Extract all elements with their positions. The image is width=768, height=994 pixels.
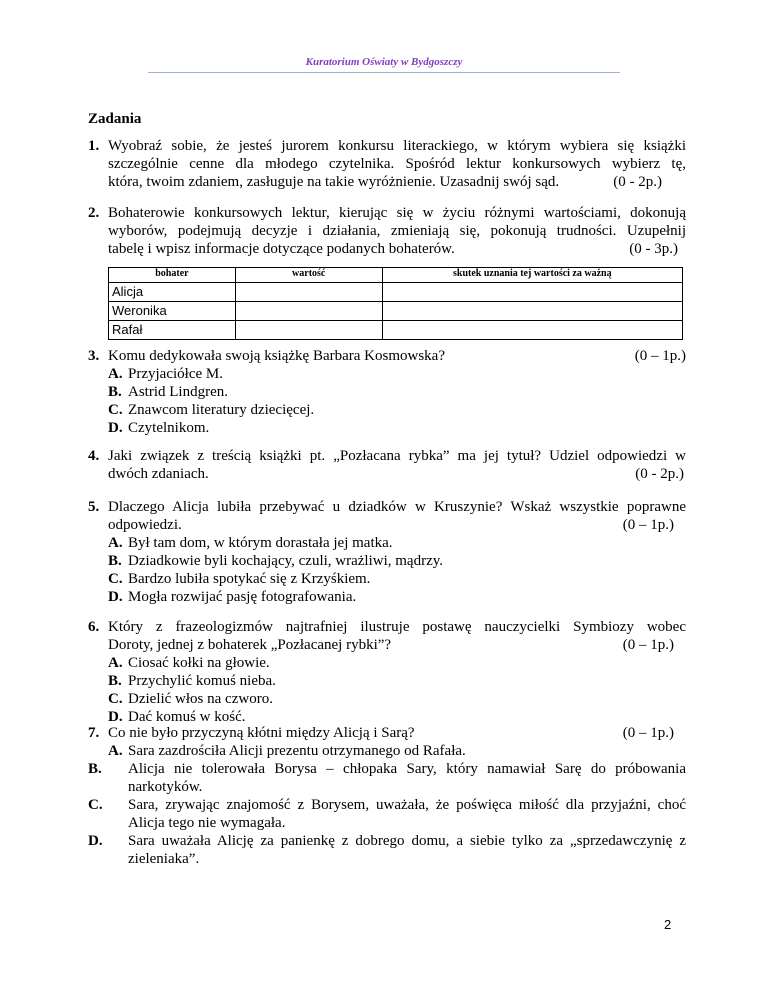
answer-option-d[interactable] <box>88 832 686 868</box>
option-text: Dzielić włos na czworo. <box>128 691 273 707</box>
answer-option-d[interactable] <box>108 588 686 606</box>
option-text: Mogła rozwijać pasję fotografowania. <box>128 589 357 605</box>
option-letter: A. <box>108 535 123 551</box>
table-cell-effect[interactable] <box>382 283 682 302</box>
question-text-line <box>108 347 686 365</box>
question-number: 6. <box>88 619 100 635</box>
answer-option-b[interactable] <box>108 552 686 570</box>
question-number: 3. <box>88 348 100 364</box>
option-letter: C. <box>108 571 123 587</box>
question-3 <box>88 347 686 437</box>
option-text: Czytelnikom. <box>128 420 210 436</box>
option-text: Alicja nie tolerowała Borysa – chłopaka Sary, który namawiał Sarę do próbowania narkotyków. <box>128 761 686 795</box>
answer-option-a[interactable] <box>108 654 686 672</box>
question-text-line: Jaki związek z treścią książki pt. „Pozłacana rybka” ma jej tytuł? Udziel odpowiedzi w <box>108 448 686 464</box>
option-letter: C. <box>108 691 123 707</box>
question-text-line <box>108 465 686 483</box>
table-row <box>109 302 683 321</box>
answer-option-d[interactable] <box>108 419 686 437</box>
question-text: tabelę i wpisz informacje dotyczące podanych bohaterów. <box>108 241 455 257</box>
option-text: Ciosać kołki na głowie. <box>128 655 270 671</box>
question-text-line <box>108 173 686 191</box>
table-header-effect: skutek uznania tej wartości za ważną <box>382 268 682 283</box>
option-text: Sara, zrywając znajomość z Borysem, uważała, że poświęca miłość dla przyjaźni, choć Alicja tego nie wymagała. <box>128 797 686 831</box>
option-letter: B. <box>88 761 102 777</box>
table-header-value: wartość <box>235 268 382 283</box>
table-cell-value[interactable] <box>235 321 382 340</box>
option-text: Bardzo lubiła spotykać się z Krzyśkiem. <box>128 571 371 587</box>
option-text: Był tam dom, w którym dorastała jej matka. <box>128 535 393 551</box>
table-header-hero: bohater <box>109 268 236 283</box>
table-cell-value[interactable] <box>235 283 382 302</box>
table-row <box>109 321 683 340</box>
table-cell-effect[interactable] <box>382 321 682 340</box>
option-letter: D. <box>88 833 103 849</box>
answer-option-b[interactable] <box>108 672 686 690</box>
option-text: Sara uważała Alicję za panienkę z dobrego domu, a siebie tylko za „sprzedawczynię z zieleniaka”. <box>128 833 686 867</box>
option-letter: D. <box>108 709 123 725</box>
option-letter: C. <box>108 402 123 418</box>
section-title: Zadania <box>88 111 142 127</box>
question-1 <box>88 137 686 191</box>
question-points: (0 – 1p.) <box>622 517 674 533</box>
question-6 <box>88 618 686 726</box>
answer-option-c[interactable] <box>108 570 686 588</box>
answer-option-b[interactable] <box>88 760 686 796</box>
option-text: Dać komuś w kość. <box>128 709 246 725</box>
question-text: Doroty, jednej z bohaterek „Pozłacanej rybki”? <box>108 637 392 653</box>
option-text: Znawcom literatury dziecięcej. <box>128 402 315 418</box>
option-text: Dziadkowie byli kochający, czuli, wrażliwi, mądrzy. <box>128 553 444 569</box>
answer-option-c[interactable] <box>108 690 686 708</box>
question-text: odpowiedzi. <box>108 517 182 533</box>
question-text-line: Wyobraź sobie, że jesteś jurorem konkursu literackiego, w którym wybiera się książki <box>108 138 686 154</box>
question-text: Komu dedykowała swoją książkę Barbara Kosmowska? <box>108 348 445 364</box>
question-number: 7. <box>88 725 100 741</box>
question-4 <box>88 447 686 483</box>
option-letter: A. <box>108 743 123 759</box>
question-number: 4. <box>88 448 100 464</box>
question-number: 5. <box>88 499 100 515</box>
question-text-line <box>108 240 686 258</box>
answer-option-a[interactable] <box>108 742 686 760</box>
question-points: (0 – 1p.) <box>622 725 674 741</box>
question-text-line: Który z frazeologizmów najtrafniej ilustruje postawę nauczycielki Symbiozy wobec <box>108 619 686 635</box>
question-text-line: szczególnie cenne dla młodego czytelnika. Spośród lektur konkursowych wybierz tę, <box>108 156 686 172</box>
answer-option-c[interactable] <box>108 401 686 419</box>
option-letter: B. <box>108 553 122 569</box>
option-letter: C. <box>88 797 103 813</box>
option-letter: B. <box>108 673 122 689</box>
question-7 <box>88 724 686 868</box>
option-letter: D. <box>108 420 123 436</box>
table-cell-hero: Rafał <box>109 321 236 340</box>
answer-option-b[interactable] <box>108 383 686 401</box>
question-text: Co nie było przyczyną kłótni między Alicją i Sarą? <box>108 725 415 741</box>
option-letter: A. <box>108 366 123 382</box>
answer-option-a[interactable] <box>108 534 686 552</box>
table-cell-effect[interactable] <box>382 302 682 321</box>
option-letter: A. <box>108 655 123 671</box>
question-number: 1. <box>88 138 100 154</box>
question-number: 2. <box>88 205 100 221</box>
heroes-table <box>108 267 683 340</box>
question-2 <box>88 204 686 258</box>
option-letter: D. <box>108 589 123 605</box>
question-text-line: Bohaterowie konkursowych lektur, kierując się w życiu różnymi wartościami, dokonują <box>108 205 686 221</box>
option-text: Astrid Lindgren. <box>128 384 228 400</box>
option-text: Przychylić komuś nieba. <box>128 673 276 689</box>
answer-option-c[interactable] <box>88 796 686 832</box>
question-points: (0 – 1p.) <box>622 637 674 653</box>
table-row <box>109 283 683 302</box>
option-text: Sara zazdrościła Alicji prezentu otrzymanego od Rafała. <box>128 743 466 759</box>
question-text-line <box>108 724 686 742</box>
question-text-line: wyborów, podejmują decyzje i działania, zmieniają się, pokonują trudności. Uzupełnij <box>108 223 686 239</box>
option-letter: B. <box>108 384 122 400</box>
question-text-line: Dlaczego Alicja lubiła przebywać u dziadków w Kruszynie? Wskaż wszystkie poprawne <box>108 499 686 515</box>
question-text-line <box>108 636 686 654</box>
table-cell-value[interactable] <box>235 302 382 321</box>
question-text: która, twoim zdaniem, zasługuje na takie wyróżnienie. Uzasadnij swój sąd. <box>108 174 560 190</box>
header-divider <box>148 72 620 73</box>
question-points: (0 - 2p.) <box>613 174 662 190</box>
question-points: (0 – 1p.) <box>634 348 686 364</box>
option-text: Przyjaciółce M. <box>128 366 223 382</box>
table-cell-hero: Alicja <box>109 283 236 302</box>
question-text: dwóch zdaniach. <box>108 466 209 482</box>
question-points: (0 - 2p.) <box>635 466 684 482</box>
question-points: (0 - 3p.) <box>629 241 678 257</box>
answer-option-a[interactable] <box>108 365 686 383</box>
table-cell-hero: Weronika <box>109 302 236 321</box>
question-5 <box>88 498 686 606</box>
page-header-title: Kuratorium Oświaty w Bydgoszczy <box>305 56 463 68</box>
page-number: 2 <box>664 917 672 932</box>
question-text-line <box>108 516 686 534</box>
